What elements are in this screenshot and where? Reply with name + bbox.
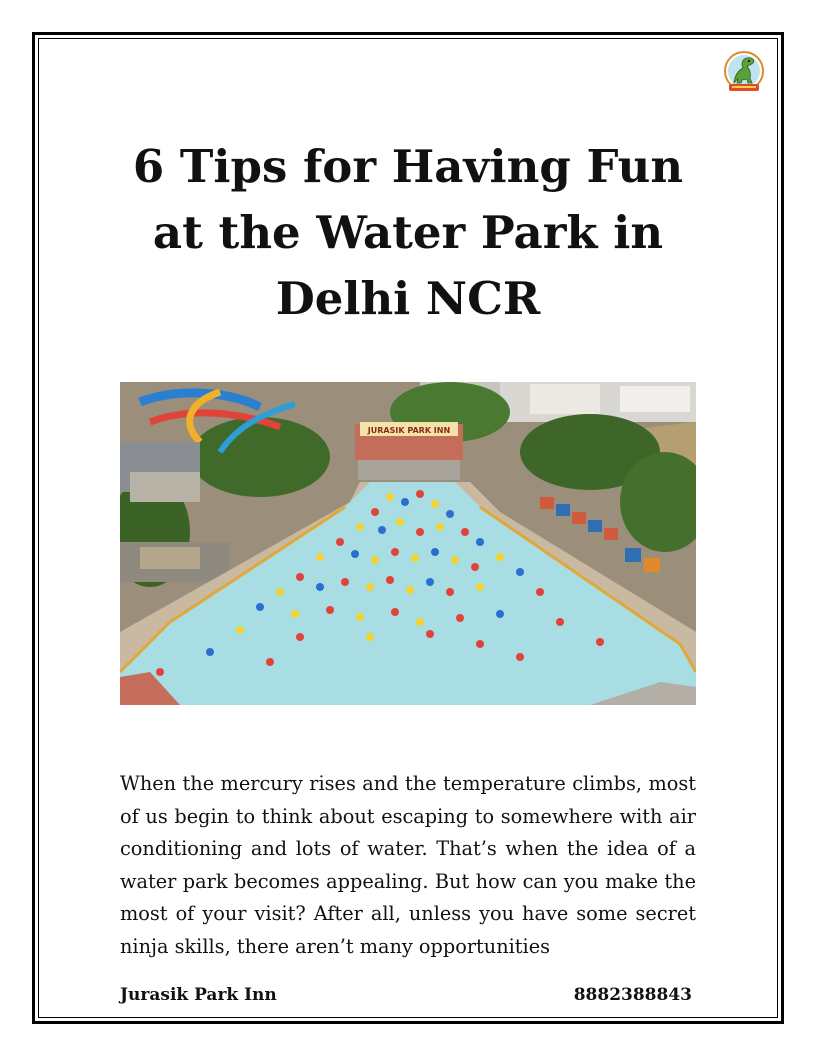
dinosaur-logo-icon bbox=[722, 50, 766, 96]
page-title: 6 Tips for Having Fun at the Water Park in Delhi NCR bbox=[132, 140, 684, 325]
footer-company-name: Jurasik Park Inn bbox=[120, 985, 277, 1005]
intro-paragraph: When the mercury rises and the temperature climbs, most of us begin to think about escaping to somewhere with air conditioning and lots of water. That’s when the idea of a water park becomes appealing. But how can you make the most of your visit? After all, unless you have some secret ninja skills, there aren’t many opportunities bbox=[120, 772, 696, 958]
footer-phone-number: 8882388843 bbox=[573, 985, 692, 1005]
water-park-photo bbox=[120, 382, 696, 705]
park-sign-text: JURASIK PARK INN bbox=[367, 426, 451, 435]
